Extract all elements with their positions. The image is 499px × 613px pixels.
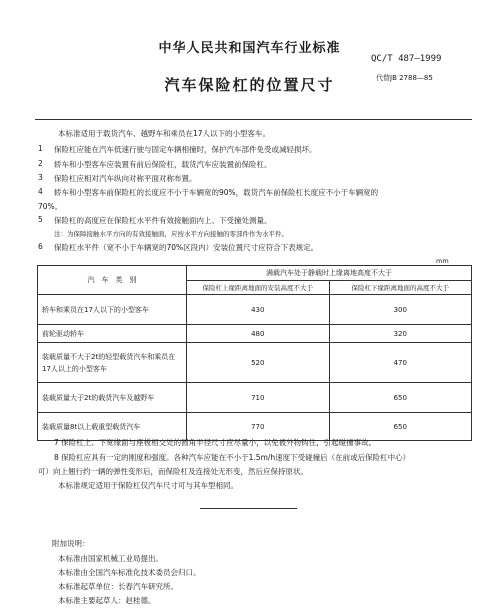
item-text: 轿车和小型客车前保险杠的长度应不小于车辆宽的90%，载货汽车前保险杠长度应不小于车辆宽的 — [54, 188, 379, 197]
value-cell: 480 — [187, 325, 330, 343]
notes-title: 附加说明： — [52, 539, 90, 548]
category-cell: 装载质量不大于2t的轻型载货汽车和乘员在17人以上的小型客车 — [38, 343, 187, 383]
height-group-header: 满载汽车处于静载时上缘离地高度不大于 — [187, 266, 472, 281]
value-cell: 520 — [187, 343, 330, 383]
header-rule — [35, 119, 472, 120]
bumper-height-table — [37, 265, 472, 441]
lower-edge-header: 保险杠下缘距离地面的高度不大于 — [329, 281, 472, 295]
table-row — [38, 383, 472, 413]
item-note: 注：为保障接触水平方向的有效接触面，应按水平方向接触的零部件作为水平件。 — [54, 230, 288, 238]
item-text: 保险杠的高度应在保险杠水平件有效接触面内上、下受撞处测量。 — [54, 216, 272, 225]
standard-code: QC/T 487—1999 — [371, 54, 442, 64]
clause-8: 8 保险杠应具有一定的刚度和强度。各种汽车应能在不小于1.5m/h速度下受碰撞后（在前或后保险杠中心） — [54, 453, 411, 462]
category-cell: 前轮驱动轿车 — [38, 325, 187, 343]
intro-paragraph: 本标准适用于载货汽车、越野车和乘员在17人以下的小型客车。 — [58, 129, 271, 138]
replaces-note: 代替JB 2788—85 — [376, 74, 433, 82]
note-line: 本标准由全国汽车标准化技术委员会归口。 — [58, 568, 201, 577]
value-cell: 320 — [329, 325, 472, 343]
note-line: 本标准起草单位：长春汽车研究所。 — [58, 582, 178, 591]
item-text: 轿车和小型客车应装置有前后保险杠，载货汽车应装置前保险杠。 — [54, 160, 272, 169]
end-rule — [200, 508, 297, 509]
note-line: 本标准主要起草人：赵桂德。 — [58, 596, 156, 605]
value-cell: 650 — [329, 383, 472, 413]
value-cell: 470 — [329, 343, 472, 383]
value-cell: 300 — [329, 295, 472, 325]
vehicle-category-header: 汽 车 类 别 — [38, 266, 187, 295]
item-number: 2 — [38, 159, 43, 168]
upper-edge-header: 保险杠上缘距离地面的安装高度不大于 — [187, 281, 330, 295]
item-text: 保险杠应能在汽车低速行驶与固定车辆相撞时，保护汽车部件免受或减轻损坏。 — [54, 145, 317, 154]
item-text-continued: 70%。 — [38, 202, 63, 211]
category-cell: 装载质量8t以上载重型载货汽车 — [38, 413, 187, 441]
item-number: 5 — [38, 215, 43, 224]
value-cell: 650 — [329, 413, 472, 441]
category-cell: 轿车和乘员在17人以下的小型客车 — [38, 295, 187, 325]
value-cell: 710 — [187, 383, 330, 413]
closing-paragraph: 本标准规定适用于保险杠仅汽车尺寸可与其车型相同。 — [58, 481, 238, 490]
item-number: 4 — [38, 187, 43, 196]
table-row — [38, 343, 472, 383]
unit-label: mm — [436, 257, 449, 265]
category-cell: 装载质量大于2t的载货汽车及越野车 — [38, 383, 187, 413]
table-row — [38, 295, 472, 325]
item-number: 6 — [38, 242, 43, 251]
standard-org-title: 中华人民共和国汽车行业标准 — [158, 41, 341, 56]
value-cell: 770 — [187, 413, 330, 441]
document-title: 汽车保险杠的位置尺寸 — [164, 76, 335, 94]
table-row — [38, 325, 472, 343]
value-cell: 430 — [187, 295, 330, 325]
note-line: 本标准由国家机械工业局提出。 — [58, 554, 163, 563]
clause-8-continued: 可）向上翘行约一辆的弹性变形后，而保险杠及连接处无形变，然后应保持原状。 — [38, 467, 308, 476]
item-text: 保险杠应相对汽车纵向对称平面对称布置。 — [54, 174, 197, 183]
clause-7: 7 保险杠上、下宽缘面与座板相交处的圆角半径尺寸应尽量小，以免被外物钩住，引起碰撞事故。 — [54, 438, 377, 447]
item-text: 保险杠水平件（宽不小于车辆宽的70%区段内）安装位置尺寸应符合下表规定。 — [54, 243, 319, 252]
item-number: 3 — [38, 173, 43, 182]
item-number: 1 — [38, 144, 43, 153]
